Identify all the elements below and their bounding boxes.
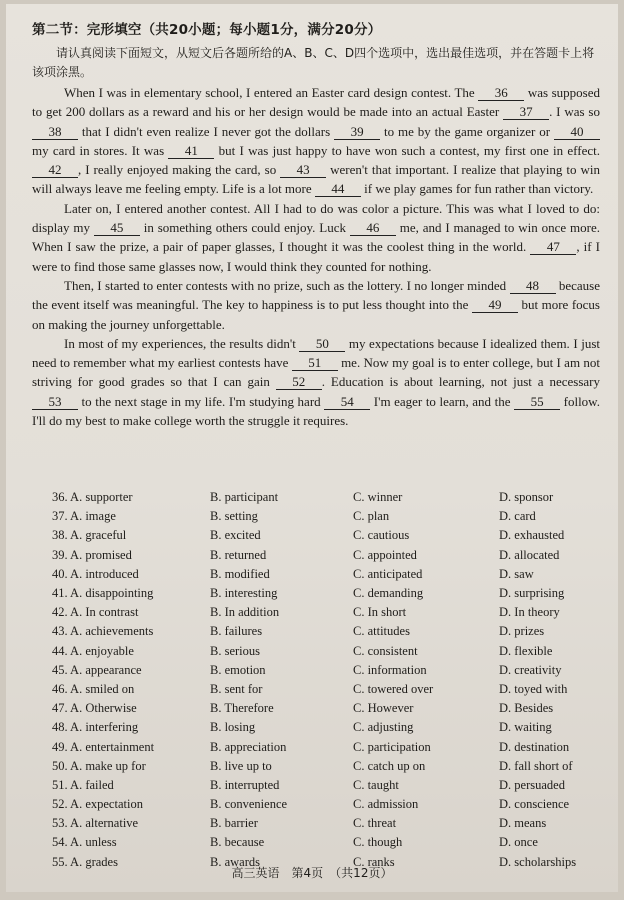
option-row	[52, 546, 608, 565]
option-a: 45. A. appearance	[52, 662, 142, 677]
option-b: B. barrier	[210, 816, 258, 831]
option-a: 49. A. entertainment	[52, 739, 155, 754]
passage-paragraph	[32, 334, 600, 430]
option-a: 38. A. graceful	[52, 528, 127, 543]
passage-text: , I really enjoyed making the card, so	[78, 162, 281, 178]
option-c: C. anticipated	[353, 566, 423, 581]
option-a: 44. A. enjoyable	[52, 643, 134, 658]
option-a: 54. A. unless	[52, 835, 117, 850]
passage-text: my card in stores. It was	[32, 142, 169, 158]
section-header: 第二节：完形填空（共20小题；每小题1分，满分20分）	[32, 22, 382, 38]
option-b: B. live up to	[210, 758, 272, 773]
option-c: C. admission	[353, 797, 419, 812]
option-c: C. though	[353, 835, 403, 850]
option-d: D. once	[499, 835, 538, 850]
option-d: D. surprising	[499, 586, 565, 601]
option-d: D. allocated	[499, 547, 560, 562]
option-d: D. saw	[499, 566, 534, 581]
option-b: B. convenience	[210, 797, 288, 812]
option-b: B. modified	[210, 566, 270, 581]
option-b: B. sent for	[210, 681, 263, 696]
option-row	[52, 488, 608, 507]
passage	[32, 83, 600, 430]
option-d: D. exhausted	[499, 528, 565, 543]
option-c: C. ranks	[353, 854, 395, 869]
blank-46: 46	[350, 221, 396, 236]
option-row	[52, 507, 608, 526]
option-a: 48. A. interfering	[52, 720, 139, 735]
option-d: D. persuaded	[499, 777, 565, 792]
blank-40: 40	[554, 125, 600, 140]
option-a: 47. A. Otherwise	[52, 701, 137, 716]
option-b: B. interesting	[210, 586, 278, 601]
instructions: 请认真阅读下面短文，从短文后各题所给的A、B、C、D四个选项中，选出最佳选项，并在答题卡上将该项涂黑。	[32, 46, 595, 79]
passage-text: me, and I managed to win once more. When I saw the prize, a pair of paper glasses, I thought it was the coolest thing in the world.	[32, 220, 600, 255]
passage-text: . Education is about learning, not just a necessary	[321, 374, 600, 390]
blank-49: 49	[472, 298, 518, 313]
blank-45: 45	[94, 221, 140, 236]
option-b: B. In addition	[210, 605, 280, 620]
option-d: D. toyed with	[499, 681, 568, 696]
passage-text: because the event itself was meaningful. The key to happiness is to put less thought into the	[32, 277, 600, 313]
blank-55: 55	[514, 395, 560, 410]
option-b: B. participant	[210, 490, 279, 505]
blank-54: 54	[324, 395, 370, 410]
option-a: 52. A. expectation	[52, 797, 143, 812]
option-a: 39. A. promised	[52, 547, 132, 562]
option-c: C. winner	[353, 490, 403, 505]
option-c: C. taught	[353, 777, 399, 792]
passage-text: but more focus on making the journey unforgettable.	[32, 297, 600, 332]
passage-text: , if I were to find those same glasses now, I would think they counted for nothing.	[32, 239, 601, 274]
exam-page	[6, 4, 618, 892]
option-b: B. appreciation	[210, 739, 287, 754]
option-row	[52, 565, 608, 584]
blank-52: 52	[276, 375, 322, 390]
option-b: B. returned	[210, 547, 267, 562]
passage-text: follow. I'll do my best to make college worth the struggle it requires.	[32, 393, 600, 429]
option-row	[52, 718, 608, 737]
blank-51: 51	[292, 356, 338, 371]
option-d: D. Besides	[499, 701, 554, 716]
option-d: D. means	[499, 816, 547, 831]
blank-48: 48	[510, 279, 556, 294]
option-c: C. information	[353, 662, 427, 677]
passage-text: When I was in elementary school, I entered an Easter card design contest. The	[64, 85, 479, 100]
option-d: D. prizes	[499, 624, 545, 639]
option-d: D. sponsor	[499, 490, 554, 505]
option-c: C. consistent	[353, 643, 418, 658]
blank-39: 39	[334, 125, 380, 140]
option-a: 50. A. make up for	[52, 758, 146, 773]
option-c: C. cautious	[353, 528, 410, 543]
option-c: C. threat	[353, 816, 397, 831]
blank-38: 38	[32, 125, 78, 140]
option-d: D. scholarships	[499, 854, 577, 869]
option-row	[52, 757, 608, 776]
option-row	[52, 814, 608, 833]
passage-text: I'm eager to learn, and the	[370, 393, 515, 409]
passage-paragraph	[32, 276, 600, 334]
blank-47: 47	[530, 240, 576, 255]
passage-text: In most of my experiences, the results didn't	[64, 335, 300, 351]
option-row	[52, 603, 608, 622]
option-a: 41. A. disappointing	[52, 586, 154, 601]
option-d: D. card	[499, 509, 536, 524]
option-b: B. serious	[210, 643, 260, 658]
option-b: B. excited	[210, 528, 261, 543]
option-b: B. Therefore	[210, 701, 274, 716]
option-row	[52, 795, 608, 814]
option-b: B. failures	[210, 624, 263, 639]
option-a: 36. A. supporter	[52, 490, 133, 505]
option-row	[52, 737, 608, 756]
option-d: D. conscience	[499, 797, 570, 812]
option-b: B. awards	[210, 854, 260, 869]
blank-50: 50	[299, 337, 345, 352]
option-d: D. destination	[499, 739, 570, 754]
page-footer: 高三英语 第4页 （共12页）	[231, 866, 393, 880]
passage-text: to the next stage in my life. I'm studying hard	[78, 393, 325, 409]
option-c: C. attitudes	[353, 624, 410, 639]
option-a: 55. A. grades	[52, 854, 118, 869]
passage-text: Later on, I entered another contest. All I had to do was color a picture. This was what I loved to do: display my	[32, 200, 600, 236]
passage-text: in something others could enjoy. Luck	[139, 220, 350, 236]
blank-37: 37	[503, 105, 549, 120]
option-c: C. adjusting	[353, 720, 414, 735]
option-d: D. waiting	[499, 720, 552, 735]
option-b: B. setting	[210, 509, 258, 524]
option-a: 37. A. image	[52, 509, 116, 524]
option-row	[52, 833, 608, 852]
option-row	[52, 642, 608, 661]
option-d: D. In theory	[499, 605, 560, 620]
blank-36: 36	[478, 86, 524, 101]
option-row	[52, 699, 608, 718]
option-c: C. appointed	[353, 547, 417, 562]
option-c: C. towered over	[353, 681, 434, 696]
option-c: C. participation	[353, 739, 431, 754]
option-a: 43. A. achievements	[52, 624, 154, 639]
passage-text: if we play games for fun rather than victory.	[360, 181, 594, 197]
option-c: C. In short	[353, 605, 407, 620]
passage-text: but I was just happy to have won such a contest, my first one in effect.	[214, 142, 600, 158]
option-row	[52, 526, 608, 545]
option-b: B. because	[210, 835, 265, 850]
option-row	[52, 680, 608, 699]
passage-paragraph	[32, 83, 600, 199]
option-b: B. emotion	[210, 662, 266, 677]
option-d: D. creativity	[499, 662, 562, 677]
passage-text: that I didn't even realize I never got the dollars	[78, 123, 335, 139]
option-c: C. However	[353, 701, 414, 716]
option-c: C. catch up on	[353, 758, 426, 773]
passage-text: to me by the game organizer or	[380, 123, 555, 139]
option-a: 51. A. failed	[52, 777, 114, 792]
blank-42: 42	[32, 163, 78, 178]
options-list	[52, 488, 608, 872]
passage-text: me. Now my goal is to enter college, but I am not striving for good grades so that I can gain	[32, 355, 600, 390]
passage-text: weren't that important. I realize that playing to win will always leave me feeling empty. Life is a lot more	[32, 162, 600, 197]
blank-53: 53	[32, 395, 78, 410]
passage-paragraph	[32, 199, 600, 276]
option-b: B. losing	[210, 720, 256, 735]
option-row	[52, 776, 608, 795]
option-b: B. interrupted	[210, 777, 280, 792]
option-a: 42. A. In contrast	[52, 605, 139, 620]
passage-text: my expectations because I idealized them. I just need to remember what my earliest contests have	[32, 335, 600, 371]
option-c: C. plan	[353, 509, 390, 524]
option-row	[52, 661, 608, 680]
passage-text: was supposed to get 200 dollars as a reward and his or her design would be made into an actual Easter	[32, 85, 601, 120]
option-c: C. demanding	[353, 586, 424, 601]
option-a: 53. A. alternative	[52, 816, 139, 831]
option-a: 40. A. introduced	[52, 566, 139, 581]
passage-text: . I was so	[549, 104, 600, 120]
option-d: D. flexible	[499, 643, 553, 658]
option-a: 46. A. smiled on	[52, 681, 135, 696]
passage-text: Then, I started to enter contests with no prize, such as the lottery. I no longer minded	[64, 277, 510, 293]
option-row	[52, 584, 608, 603]
option-d: D. fall short of	[499, 758, 573, 773]
option-row	[52, 622, 608, 641]
blank-44: 44	[315, 182, 361, 197]
blank-43: 43	[280, 163, 326, 178]
blank-41: 41	[168, 144, 214, 159]
